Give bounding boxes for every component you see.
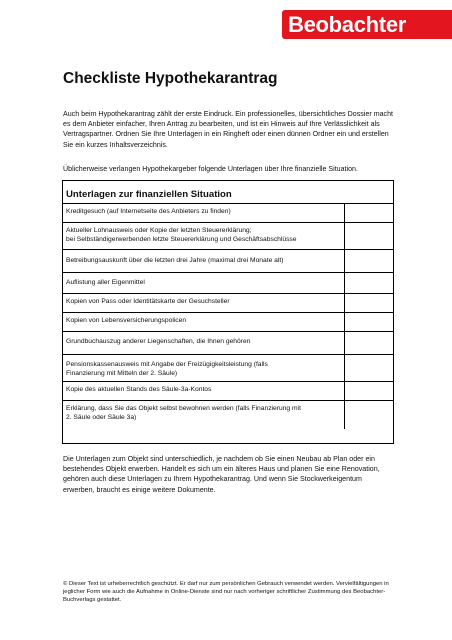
lead-paragraph: Üblicherweise verlangen Hypothekargeber folgende Unterlagen über Ihre finanzielle Situation. — [63, 165, 358, 173]
checklist-heading: Unterlagen zur finanziellen Situation — [63, 181, 393, 204]
checkbox-cell[interactable] — [344, 355, 393, 381]
checkbox-cell[interactable] — [344, 273, 393, 293]
checklist-row — [63, 313, 393, 332]
checklist-row — [63, 355, 393, 382]
checklist-item: Kopien von Pass oder Identitätskarte der Gesuchsteller — [63, 294, 345, 312]
checklist-item: Auflistung aller Eigenmittel — [63, 273, 345, 293]
checklist-item: Betreibungsauskunft über die letzten drei Jahre (maximal drei Monate alt) — [63, 250, 345, 272]
intro-paragraph: Auch beim Hypothekarantrag zählt der erste Eindruck. Ein professionelles, übersichtliches Dossier macht es dem Anbieter einfacher, Ihren Antrag zu bearbeiten, und ist ein Hinweis auf Ihre Verlässlichkeit als Vertragspartner. Ordnen Sie Ihre Unterlagen in ein Ringheft oder einen dünnen Ordner ein und erstellen Sie ein kurzes Inhaltsverzeichnis. — [63, 110, 394, 149]
checkbox-cell[interactable] — [344, 294, 393, 312]
checklist-row — [63, 332, 393, 355]
checklist-row — [63, 223, 393, 250]
checklist-item: Grundbuchauszug anderer Liegenschaften, die Ihnen gehören — [63, 332, 345, 354]
checklist-item: Pensionskassenausweis mit Angabe der Freizügigkeitsleistung (falls Finanzierung mit Mitteln der 2. Säule) — [63, 355, 345, 381]
checkbox-cell[interactable] — [344, 223, 393, 249]
checkbox-cell[interactable] — [344, 250, 393, 272]
checkbox-cell[interactable] — [344, 401, 393, 429]
page-title: Checkliste Hypothekarantrag — [63, 70, 278, 87]
checklist-row — [63, 401, 393, 429]
checkbox-cell[interactable] — [344, 332, 393, 354]
closing-paragraph: Die Unterlagen zum Objekt sind unterschiedlich, je nachdem ob Sie einen Neubau ab Plan oder ein bestehendes Objekt erwerben. Handelt es sich um ein älteres Haus und planen Sie eine Renovation, gehören auch diese Unterlagen zu Ihrem Hypothekarantrag. Und wenn Sie Stockwerkeigentum erwerben, braucht es einige weitere Dokumente. — [63, 455, 380, 494]
checkbox-cell[interactable] — [344, 313, 393, 331]
checklist-item: Erklärung, dass Sie das Objekt selbst bewohnen werden (falls Finanzierung mit 2. Säule oder Säule 3a) — [63, 401, 345, 429]
checklist-row — [63, 250, 393, 273]
checklist-item: Aktueller Lohnausweis oder Kopie der letzten Steuererklärung; bei Selbständigerwerbenden letzte Steuererklärung und Geschäftsabschlüsse — [63, 223, 345, 249]
checklist-table — [62, 180, 394, 444]
copyright-notice: © Dieser Text ist urheberrechtlich geschützt. Er darf nur zum persönlichen Gebrauch verwendet werden. Vervielfältigungen in jeglicher Form wie auch die Aufnahme in Online-Dienste sind nur nach vorheriger schriftlicher Zustimmung des Beobachter-Buchverlags gestattet. — [63, 581, 389, 603]
checklist-item: Kopien von Lebensversicherungspolicen — [63, 313, 345, 331]
checklist-row — [63, 273, 393, 294]
beobachter-logo: Beobachter — [282, 10, 452, 39]
checklist-row — [63, 204, 393, 223]
checklist-item: Kopie des aktuellen Stands des Säule-3a-Kontos — [63, 382, 345, 400]
checklist-row — [63, 294, 393, 313]
checklist-item: Kreditgesuch (auf Internetseite des Anbieters zu finden) — [63, 204, 345, 222]
checkbox-cell[interactable] — [344, 382, 393, 400]
checkbox-cell[interactable] — [344, 204, 393, 222]
checklist-row — [63, 382, 393, 401]
